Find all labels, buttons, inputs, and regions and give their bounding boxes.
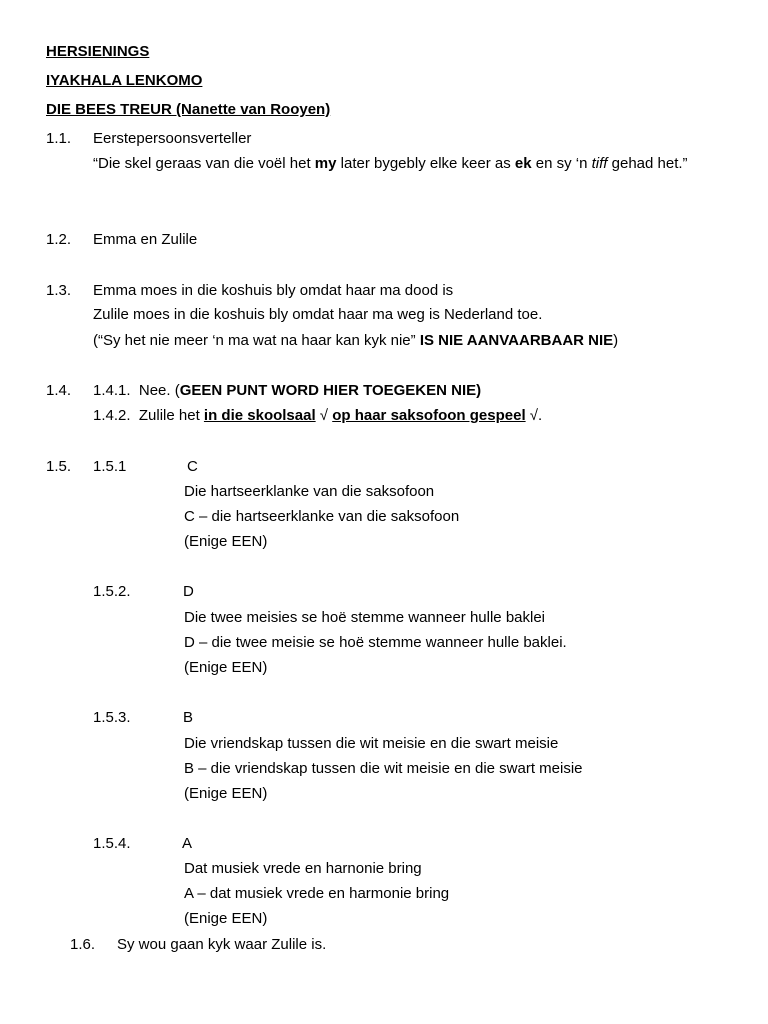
note-text: ) [613, 332, 619, 349]
answer-1-5-1-line-2: C – die hartseerklanke van die saksofoon [184, 508, 460, 525]
answer-1-5-1-line-3: (Enige EEN) [184, 533, 268, 550]
question-number-1-6: 1.6. [70, 936, 96, 953]
question-number-1-1: 1.1. [46, 130, 72, 147]
heading-hersienings: HERSIENINGS [46, 43, 150, 60]
answer-1-5-3-line-2: B – die vriendskap tussen die wit meisie en die swart meisie [184, 760, 583, 777]
question-number-1-2: 1.2. [46, 231, 72, 248]
sub-question-number: 1.4.2. [93, 407, 131, 424]
sub-question-number-1-5-1: 1.5.1 [93, 458, 127, 475]
answer-1-5-2-line-2: D – die twee meisie se hoë stemme wanneer hulle baklei. [184, 634, 567, 651]
question-number-1-4: 1.4. [46, 382, 72, 399]
sub-question-number-1-5-2: 1.5.2. [93, 583, 131, 600]
answer-letter-1-5-1: C [187, 458, 198, 475]
answer-1-6: Sy wou gaan kyk waar Zulile is. [117, 936, 327, 953]
answer-1-1: Eerstepersoonsverteller [93, 130, 252, 147]
note-text: (“Sy het nie meer ‘n ma wat na haar kan kyk nie” [93, 332, 420, 349]
answer-text: Nee. ( [138, 382, 180, 399]
answer-1-4-1 [93, 382, 481, 400]
answer-letter-1-5-2: D [183, 583, 194, 600]
answer-1-5-4-line-3: (Enige EEN) [184, 910, 268, 927]
quote-text-part: “Die skel geraas van die voël het [93, 155, 315, 172]
answer-1-3-line-1: Emma moes in die koshuis bly omdat haar ma dood is [93, 282, 454, 299]
answer-1-3-line-2: Zulile moes in die koshuis bly omdat haar ma weg is Nederland toe. [93, 306, 543, 323]
note-bold: IS NIE AANVAARBAAR NIE [419, 332, 614, 349]
answer-1-5-2-line-3: (Enige EEN) [184, 659, 268, 676]
answer-bold-underlined: in die skoolsaal [203, 407, 316, 424]
answer-text: Zulile het [138, 407, 204, 424]
answer-letter-1-5-4: A [182, 835, 193, 852]
quote-text-part: later bygebly elke keer as [336, 155, 515, 172]
question-number-1-3: 1.3. [46, 282, 72, 299]
answer-1-5-3-line-1: Die vriendskap tussen die wit meisie en die swart meisie [184, 735, 559, 752]
tick-mark: √. [525, 407, 543, 424]
answer-1-3-line-3 [93, 332, 618, 350]
quote-1-1 [93, 155, 688, 173]
answer-1-2: Emma en Zulile [93, 231, 198, 248]
answer-1-5-2-line-1: Die twee meisies se hoë stemme wanneer hulle baklei [184, 609, 546, 626]
sub-question-number-1-5-4: 1.5.4. [93, 835, 131, 852]
answer-letter-1-5-3: B [183, 709, 194, 726]
quote-text-part: en sy ‘n [531, 155, 592, 172]
sub-question-number-1-5-3: 1.5.3. [93, 709, 131, 726]
heading-die-bees-treur: DIE BEES TREUR (Nanette van Rooyen) [46, 101, 331, 118]
answer-1-4-2 [93, 407, 542, 425]
sub-question-number: 1.4.1. [93, 382, 131, 399]
quote-bold-part: my [314, 155, 337, 172]
tick-mark: √ [315, 407, 333, 424]
answer-1-5-4-line-2: A – dat musiek vrede en harmonie bring [184, 885, 450, 902]
heading-iyakhala-lenkomo: IYAKHALA LENKOMO [46, 72, 203, 89]
answer-1-5-4-line-1: Dat musiek vrede en harnonie bring [184, 860, 422, 877]
question-number-1-5: 1.5. [46, 458, 72, 475]
answer-1-5-1-line-1: Die hartseerklanke van die saksofoon [184, 483, 435, 500]
answer-bold: GEEN PUNT WORD HIER TOEGEKEN NIE) [179, 382, 482, 399]
quote-bold-part: ek [514, 155, 532, 172]
answer-bold-underlined: op haar saksofoon gespeel [332, 407, 526, 424]
answer-1-5-3-line-3: (Enige EEN) [184, 785, 268, 802]
quote-italic-part: tiff [591, 155, 608, 172]
quote-text-part: gehad het.” [607, 155, 688, 172]
